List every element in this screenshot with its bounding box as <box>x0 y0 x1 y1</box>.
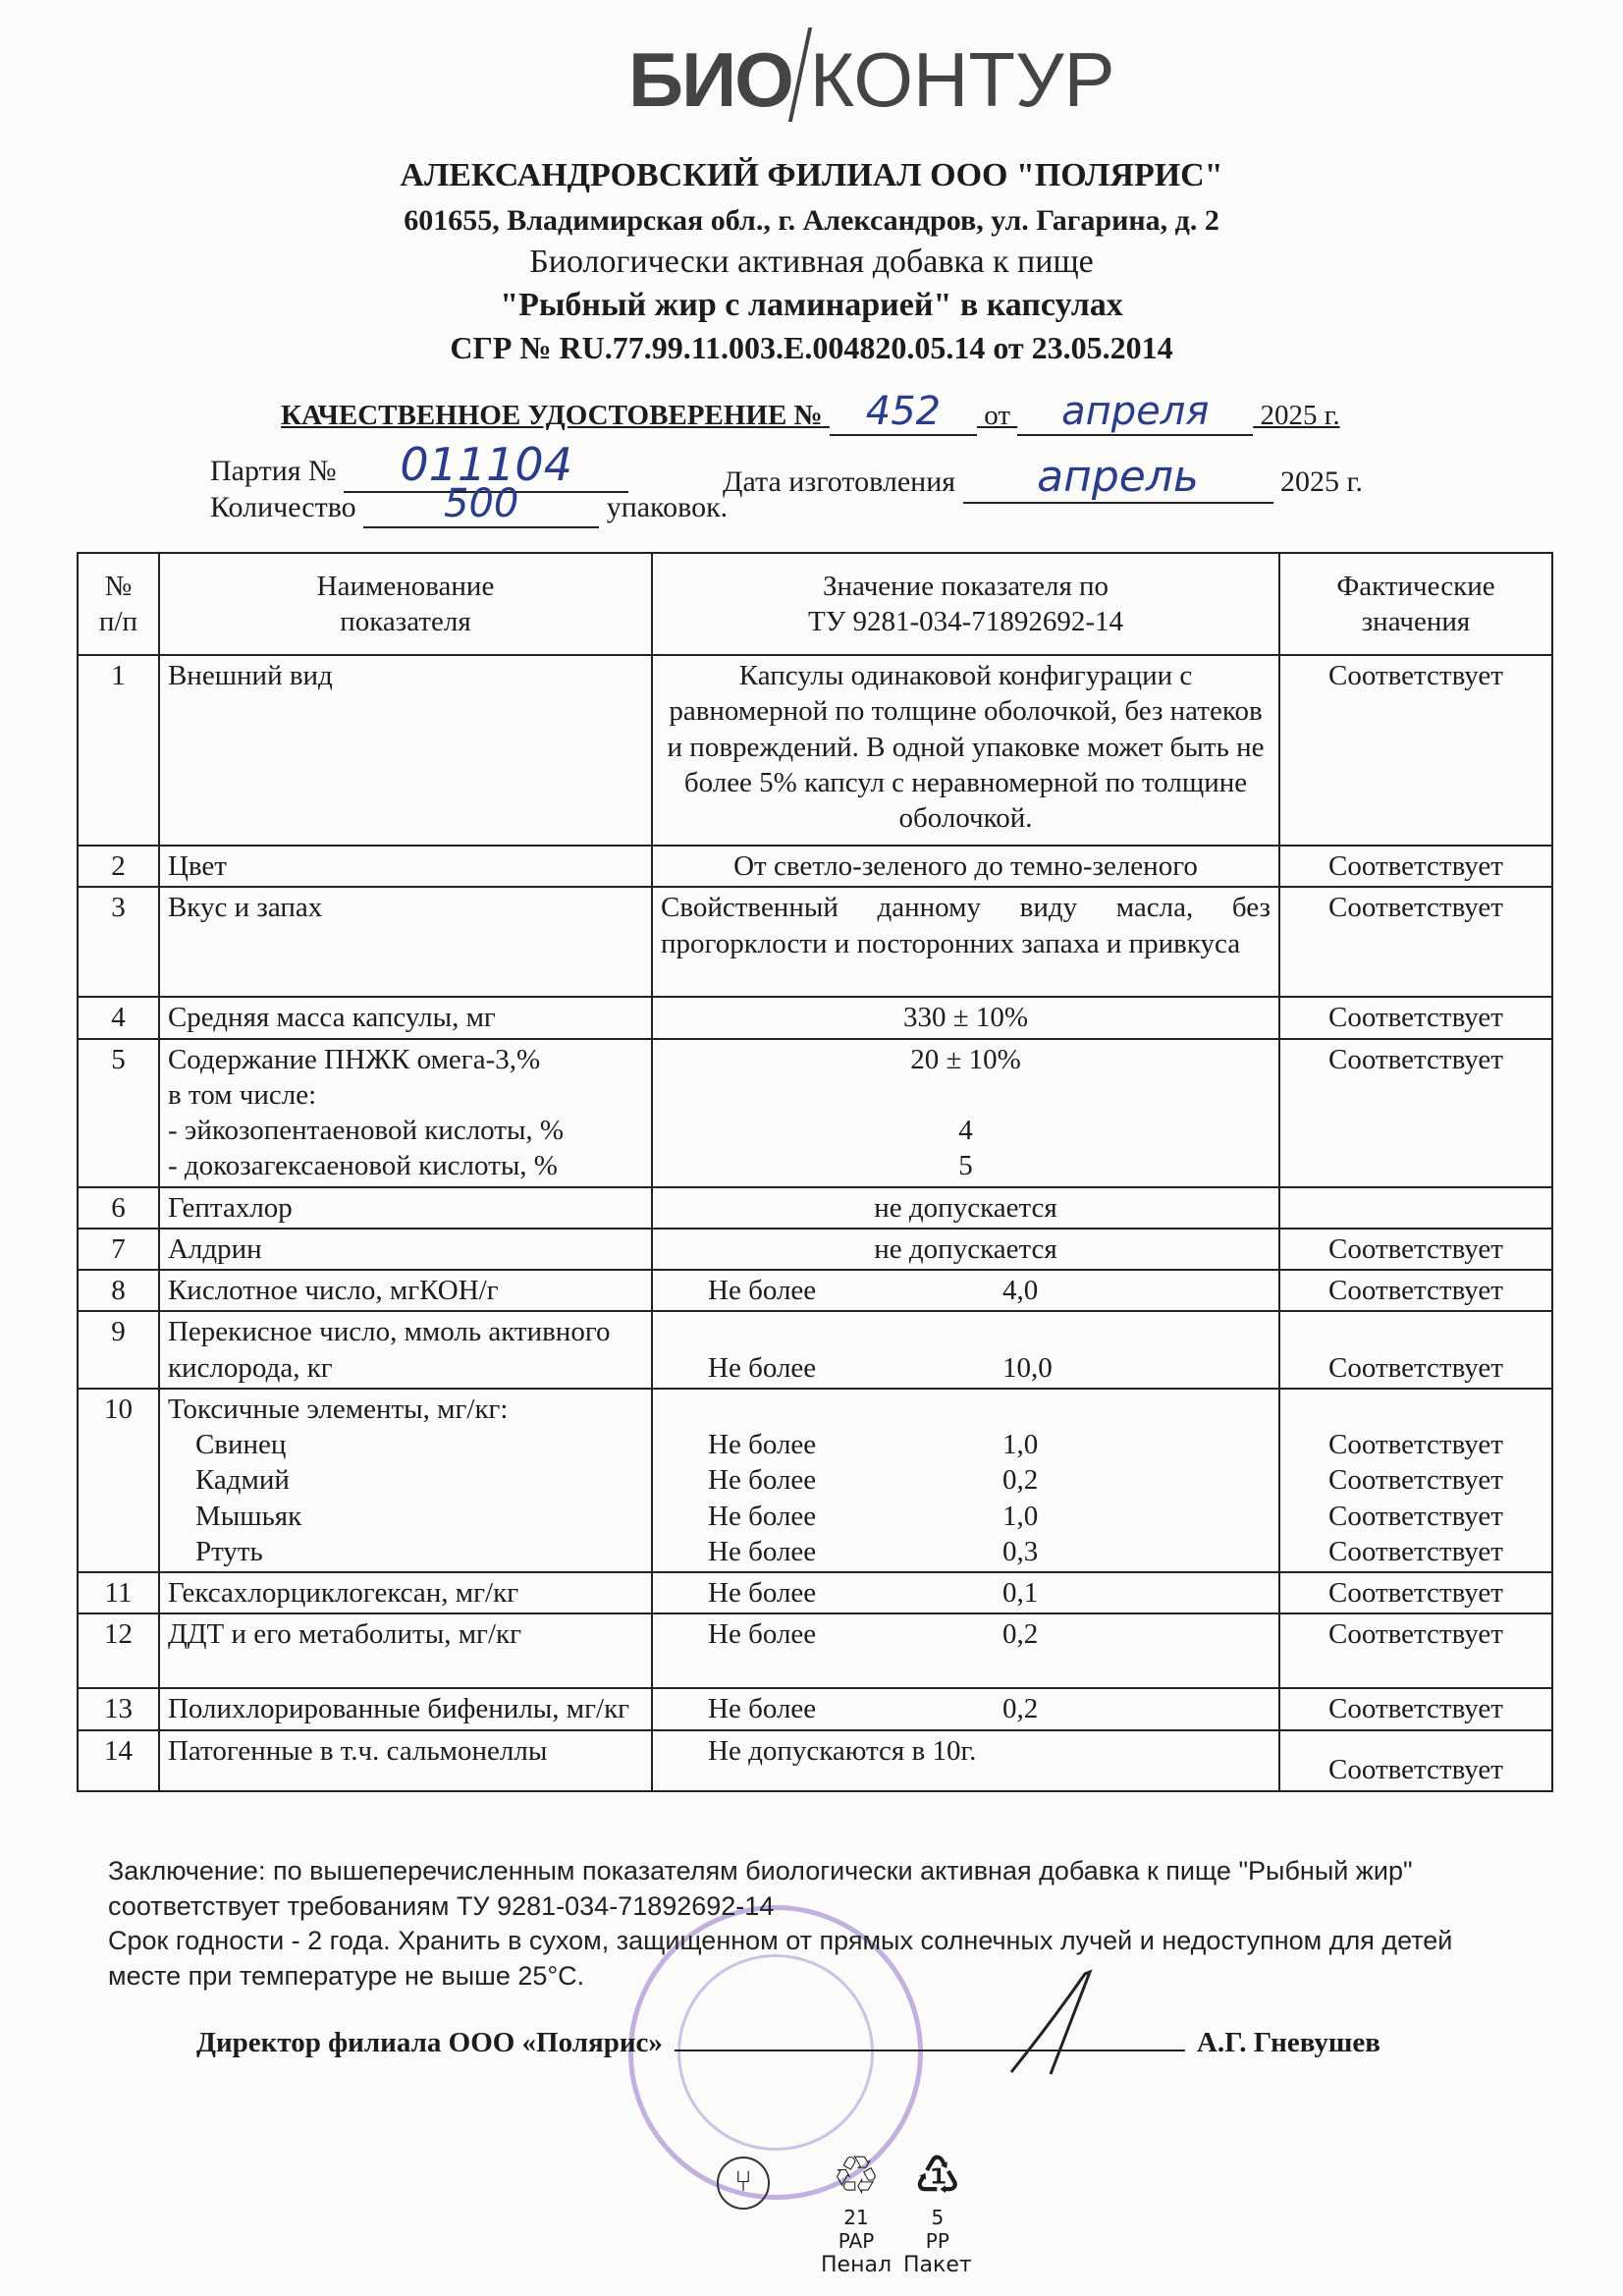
recycle-abbr: PP <box>925 2229 949 2253</box>
recycle-mark-pp <box>903 2147 972 2277</box>
recycle-triangle-icon: ♲ <box>832 2145 881 2207</box>
conclusion-text: Заключение: по вышеперечисленным показателям биологически активная добавка к пище "Рыбный жир" соответствует требованиям ТУ 9281-034-71892692-14 <box>108 1856 1413 1921</box>
header-number: № п/п <box>78 553 159 655</box>
handwritten-signature <box>992 1964 1109 2082</box>
quantity-line <box>210 481 728 528</box>
signature-line <box>196 2027 1380 2059</box>
table-row: 1 Внешний вид Капсулы одинаковой конфигурации с равномерной по толщине оболочкой, без натеков и повреждений. В одной упаковке может быть не более 5% капсул с неравномерной по толщине оболочкой. Соответствует <box>78 655 1552 846</box>
recycle-label: Пакет <box>903 2253 972 2277</box>
signature-title: Директор филиала ООО «Полярис» <box>196 2027 663 2058</box>
org-address: 601655, Владимирская обл., г. Александров, ул. Гагарина, д. 2 <box>404 204 1219 237</box>
table-row: 8 Кислотное число, мгКОН/г Не более 4,0 Соответствует <box>78 1270 1552 1311</box>
quantity-value: 500 <box>363 481 599 528</box>
header-fact: Фактические значения <box>1279 553 1552 655</box>
conclusion <box>108 1854 1522 1995</box>
signature-name: А.Г. Гневушев <box>1196 2027 1380 2058</box>
certificate-number: 452 <box>830 389 977 436</box>
food-safe-icon: ⑂ <box>717 2157 770 2210</box>
batch-label: Партия № <box>210 455 337 487</box>
storage-text: Срок годности - 2 года. Хранить в сухом, защищенном от прямых солнечных лучей и недоступном для детей месте при температуре не выше 25°С. <box>108 1926 1453 1991</box>
product-name <box>0 287 1623 324</box>
recycle-abbr: PAP <box>838 2229 875 2253</box>
table-row: 4 Средняя масса капсулы, мг 330 ± 10% Соответствует <box>78 997 1552 1038</box>
recycle-code: 5 <box>931 2206 945 2229</box>
table-row: 11 Гексахлорциклогексан, мг/кг Не более 0,1 Соответствует <box>78 1572 1552 1613</box>
logo-bio: БИО <box>628 36 792 123</box>
certificate-month: апреля <box>1017 389 1253 436</box>
table-row: 5 Содержание ПНЖК омега-3,% в том числе: - эйкозопентаеновой кислоты, % - докозагексаеновой кислоты, % 20 ± 10% 4 5 Соответствует <box>78 1039 1552 1187</box>
table-row: 9 Перекисное число, ммоль активного кислорода, кг Не более 10,0 Соответствует <box>78 1311 1552 1389</box>
table-header-row <box>78 553 1552 655</box>
table-row: 3 Вкус и запах Свойственный данному виду масла, без прогорклости и посторонних запаха и привкуса Соответствует <box>78 887 1552 997</box>
table-row: 14 Патогенные в т.ч. сальмонеллы Не допускаются в 10г. Соответствует <box>78 1730 1552 1791</box>
certificate-from: от <box>984 400 1010 431</box>
production-date-line <box>723 452 1363 504</box>
batch-number: 011104 <box>344 438 628 493</box>
table-row: 7 Алдрин не допускается Соответствует <box>78 1229 1552 1270</box>
table-row: 6 Гептахлор не допускается <box>78 1187 1552 1229</box>
recycle-label: Пенал <box>821 2253 893 2277</box>
product-name-quoted: "Рыбный жир с ламинарией" <box>500 287 952 323</box>
table-row: 12 ДДТ и его метаболиты, мг/кг Не более 0,2 Соответствует <box>78 1613 1552 1688</box>
quantity-unit: упаковок. <box>606 491 729 523</box>
production-month: апрель <box>963 452 1273 504</box>
certificate-line <box>281 389 1340 436</box>
biokontur-logo <box>628 27 1115 129</box>
recycle-code: 21 <box>843 2206 869 2229</box>
table-row: 2 Цвет От светло-зеленого до темно-зеленого Соответствует <box>78 846 1552 887</box>
table-row: 10 Токсичные элементы, мг/кг: Свинец Кадмий Мышьяк Ртуть Не более 1,0 Не более 0,2 Не более 1,0 Не более 0,3 Соответствует Соответствует Соответствует Соответствует <box>78 1389 1552 1572</box>
product-form: в капсулах <box>951 287 1123 323</box>
production-date-label: Дата изготовления <box>723 465 956 498</box>
header-name: Наименование показателя <box>159 553 652 655</box>
sgr-number: СГР № RU.77.99.11.003.E.004820.05.14 от 23.05.2014 <box>450 330 1173 365</box>
header-spec: Значение показателя по ТУ 9281-034-71892692-14 <box>652 553 1279 655</box>
org-name: АЛЕКСАНДРОВСКИЙ ФИЛИАЛ ООО "ПОЛЯРИС" <box>400 157 1223 193</box>
quality-table <box>77 552 1553 1792</box>
product-type: Биологически активная добавка к пище <box>529 244 1094 280</box>
certificate-label: КАЧЕСТВЕННОЕ УДОСТОВЕРЕНИЕ № <box>281 400 823 431</box>
production-year: 2025 г. <box>1280 465 1363 498</box>
quantity-label: Количество <box>210 491 356 523</box>
recycle-mark-pap <box>821 2147 892 2277</box>
table-row: 13 Полихлорированные бифенилы, мг/кг Не более 0,2 Соответствует <box>78 1688 1552 1729</box>
logo-kontur: КОНТУР <box>809 36 1115 123</box>
recycle-triangle-icon: ♳ <box>913 2145 962 2207</box>
certificate-year: 2025 г. <box>1260 400 1340 431</box>
